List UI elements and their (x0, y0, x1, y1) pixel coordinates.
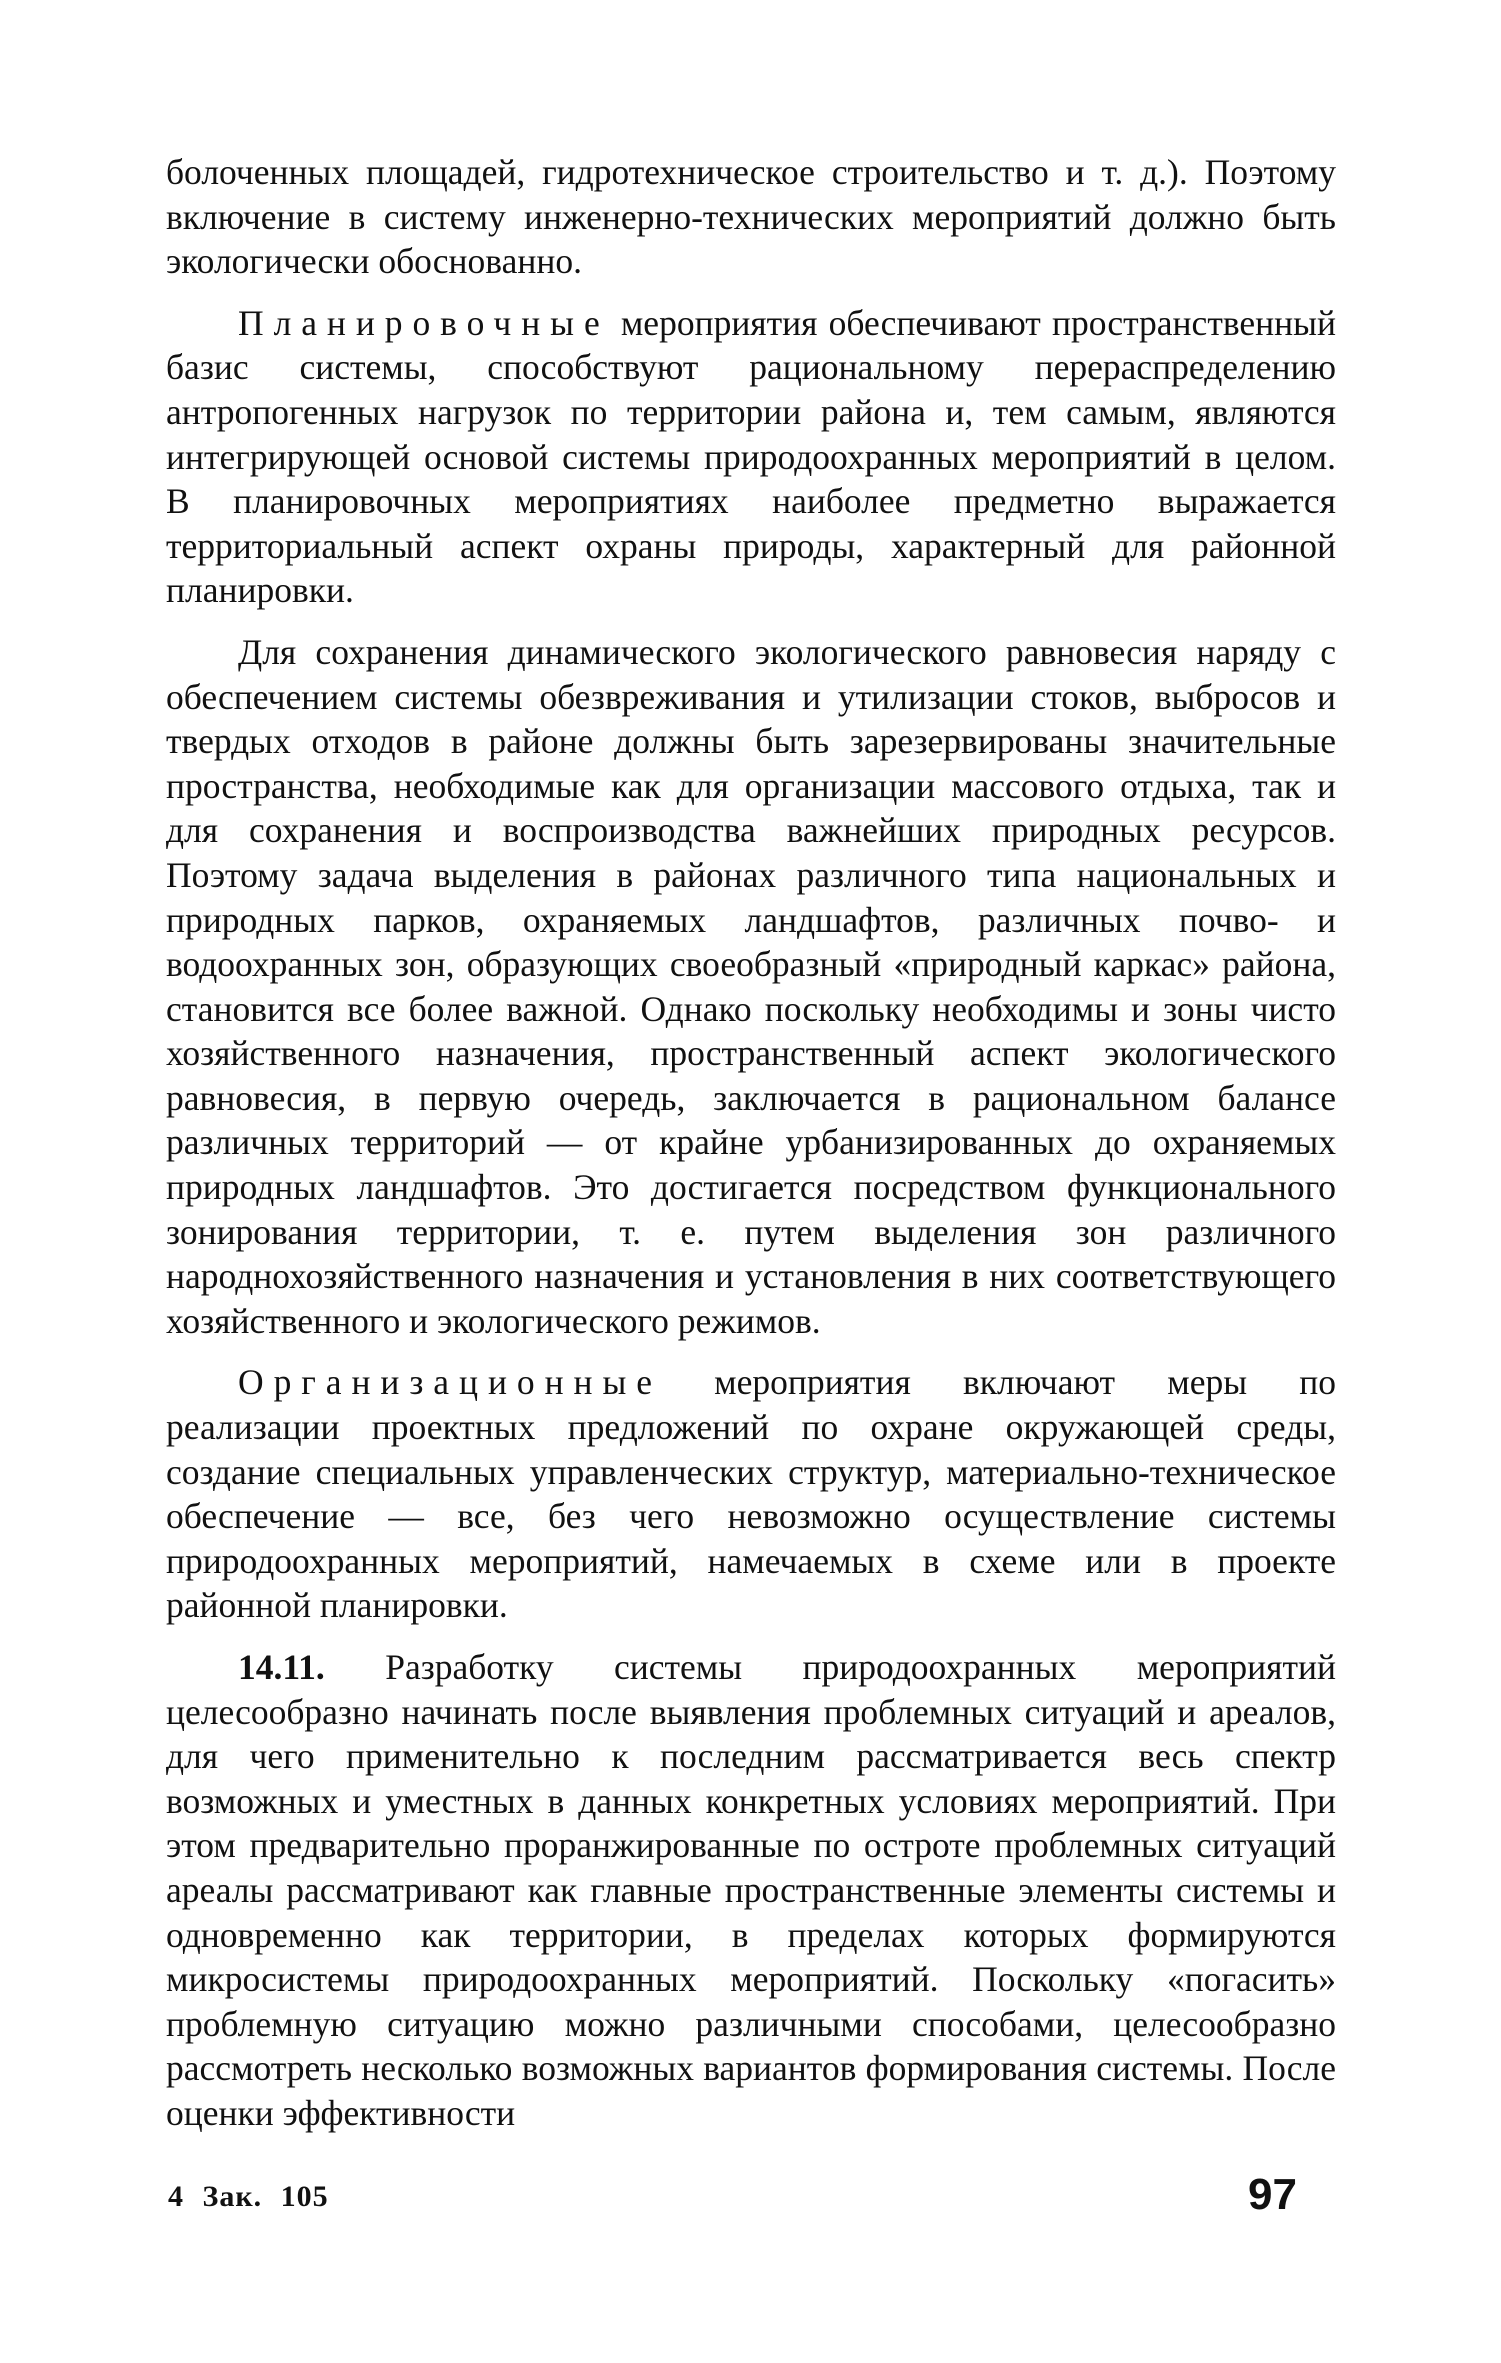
paragraph-text: мероприятия обеспечивают пространственный базис системы, способствуют рациональному перераспределению антропогенных нагрузок по территории района и, тем самым, являются интегрирующей основой системы природоохранных мероприятий в целом. В планировочных мероприятиях наиболее предметно выражается территориальный аспект охраны природы, характерный для районной планировки. (166, 302, 1336, 611)
page-number: 97 (1248, 2170, 1297, 2219)
paragraph-text: болоченных площадей, гидротехническое строительство и т. д.). Поэтому включение в систему инженерно-технических мероприятий должно быть экологически обоснованно. (166, 152, 1336, 282)
paragraph-continuation (166, 150, 1336, 284)
paragraph-text: мероприятия включают меры по реализации проектных предложений по охране окружающей среды, создание специальных управленческих структур, материально-техническое обеспечение — все, без чего невозможно осуществление системы природоохранных мероприятий, намечаемых в схеме или в проекте районной планировки. (166, 1362, 1336, 1626)
paragraph-lead-term: Планировочные (238, 302, 610, 343)
paragraph-text: Разработку системы природоохранных мероприятий целесообразно начинать после выявления проблемных ситуаций и ареалов, для чего применительно к последним рассматривается весь спектр возможных и уместных в данных конкретных условиях мероприятий. При этом предварительно проранжированные по остроте проблемных ситуаций ареалы рассматривают как главные пространственные элементы системы и одновременно как территории, в пределах которых формируются микросистемы природоохранных мероприятий. Поскольку «погасить» проблемную ситуацию можно различными способами, целесообразно рассмотреть несколько возможных вариантов формирования системы. После оценки эффективности (166, 1647, 1336, 2133)
page-body (166, 150, 1336, 2153)
paragraph-section-14-11 (166, 1645, 1336, 2136)
paragraph-organizational-measures (166, 1360, 1336, 1628)
section-number: 14.11. (238, 1647, 325, 1687)
paragraph-planning-measures (166, 301, 1336, 613)
paragraph-lead-term: Организационные (238, 1362, 662, 1403)
paragraph-ecological-balance (166, 630, 1336, 1344)
paragraph-text: Для сохранения динамического экологического равновесия наряду с обеспечением системы обезвреживания и утилизации стоков, выбросов и твердых отходов в районе должны быть зарезервированы значительные пространства, необходимые как для организации массового отдыха, так и для сохранения и воспроизводства важнейших природных ресурсов. Поэтому задача выделения в районах различного типа национальных и природных парков, охраняемых ландшафтов, различных почво- и водоохранных зон, образующих своеобразный «природный каркас» района, становится все более важной. Однако поскольку необходимы и зоны чисто хозяйственного назначения, пространственный аспект экологического равновесия, в первую очередь, заключается в рациональном балансе различных территорий — от крайне урбанизированных до охраняемых природных ландшафтов. Это достигается посредством функционального зонирования территории, т. е. путем выделения зон различного народнохозяйственного назначения и установления в них соответствующего хозяйственного и экологического режимов. (166, 631, 1336, 1341)
printer-signature: 4 Зак. 105 (168, 2180, 329, 2213)
